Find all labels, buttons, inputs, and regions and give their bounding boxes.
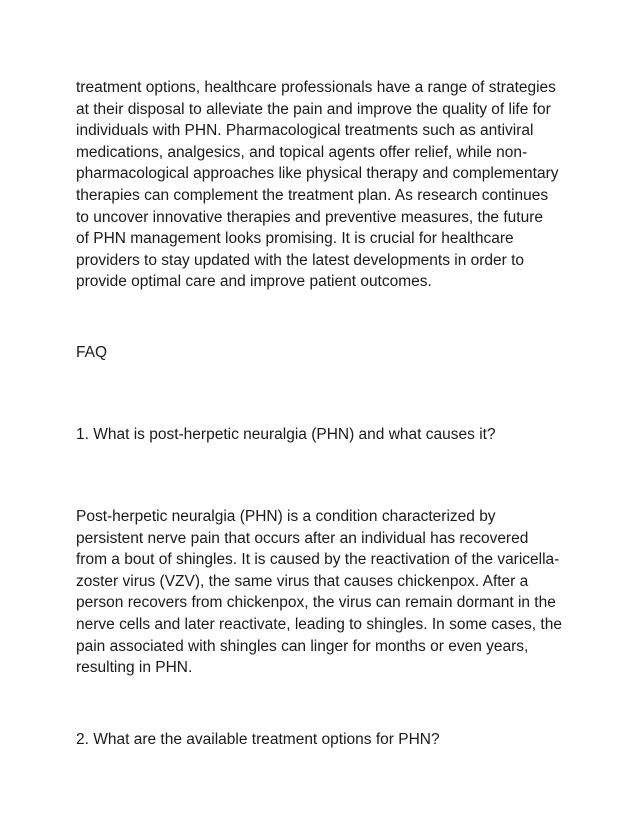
text-line: therapies can complement the treatment plan. As research continues — [76, 186, 549, 204]
text-line: Post-herpetic neuralgia (PHN) is a condition characterized by — [76, 508, 496, 525]
text-line: provide optimal care and improve patient outcomes. — [76, 273, 432, 291]
text-line: resulting in PHN. — [76, 659, 193, 677]
faq-heading-text: FAQ — [76, 344, 108, 361]
text-line: to uncover innovative therapies and preventive measures, the future — [76, 208, 543, 226]
text-line: at their disposal to alleviate the pain and improve the quality of life for — [76, 100, 551, 118]
text-line: zoster virus (VZV), the same virus that causes chickenpox. After a — [76, 572, 529, 590]
intro-paragraph — [76, 77, 576, 293]
faq-answer-1 — [76, 506, 576, 679]
text-line: pain associated with shingles can linger for months or even years, — [76, 637, 529, 655]
text-line: persistent nerve pain that occurs after an individual has recovered — [76, 529, 529, 547]
text-line: of PHN management looks promising. It is crucial for healthcare — [76, 230, 514, 248]
text-line: providers to stay updated with the latest developments in order to — [76, 251, 525, 269]
text-line: person recovers from chickenpox, the virus can remain dormant in the — [76, 594, 556, 612]
faq-heading — [76, 342, 576, 364]
text-line: nerve cells and later reactivate, leading to shingles. In some cases, the — [76, 615, 562, 633]
question-text: 1. What is post-herpetic neuralgia (PHN) and what causes it? — [76, 426, 496, 443]
faq-question-1 — [76, 424, 576, 446]
text-line: from a bout of shingles. It is caused by the reactivation of the varicella- — [76, 551, 560, 569]
text-line: pharmacological approaches like physical therapy and complementary — [76, 165, 559, 183]
text-line: individuals with PHN. Pharmacological treatments such as antiviral — [76, 122, 534, 140]
text-line: medications, analgesics, and topical agents offer relief, while non- — [76, 143, 528, 161]
question-text: 2. What are the available treatment options for PHN? — [76, 731, 440, 748]
text-line: treatment options, healthcare professionals have a range of strategies — [76, 79, 556, 96]
faq-question-2 — [76, 729, 576, 751]
